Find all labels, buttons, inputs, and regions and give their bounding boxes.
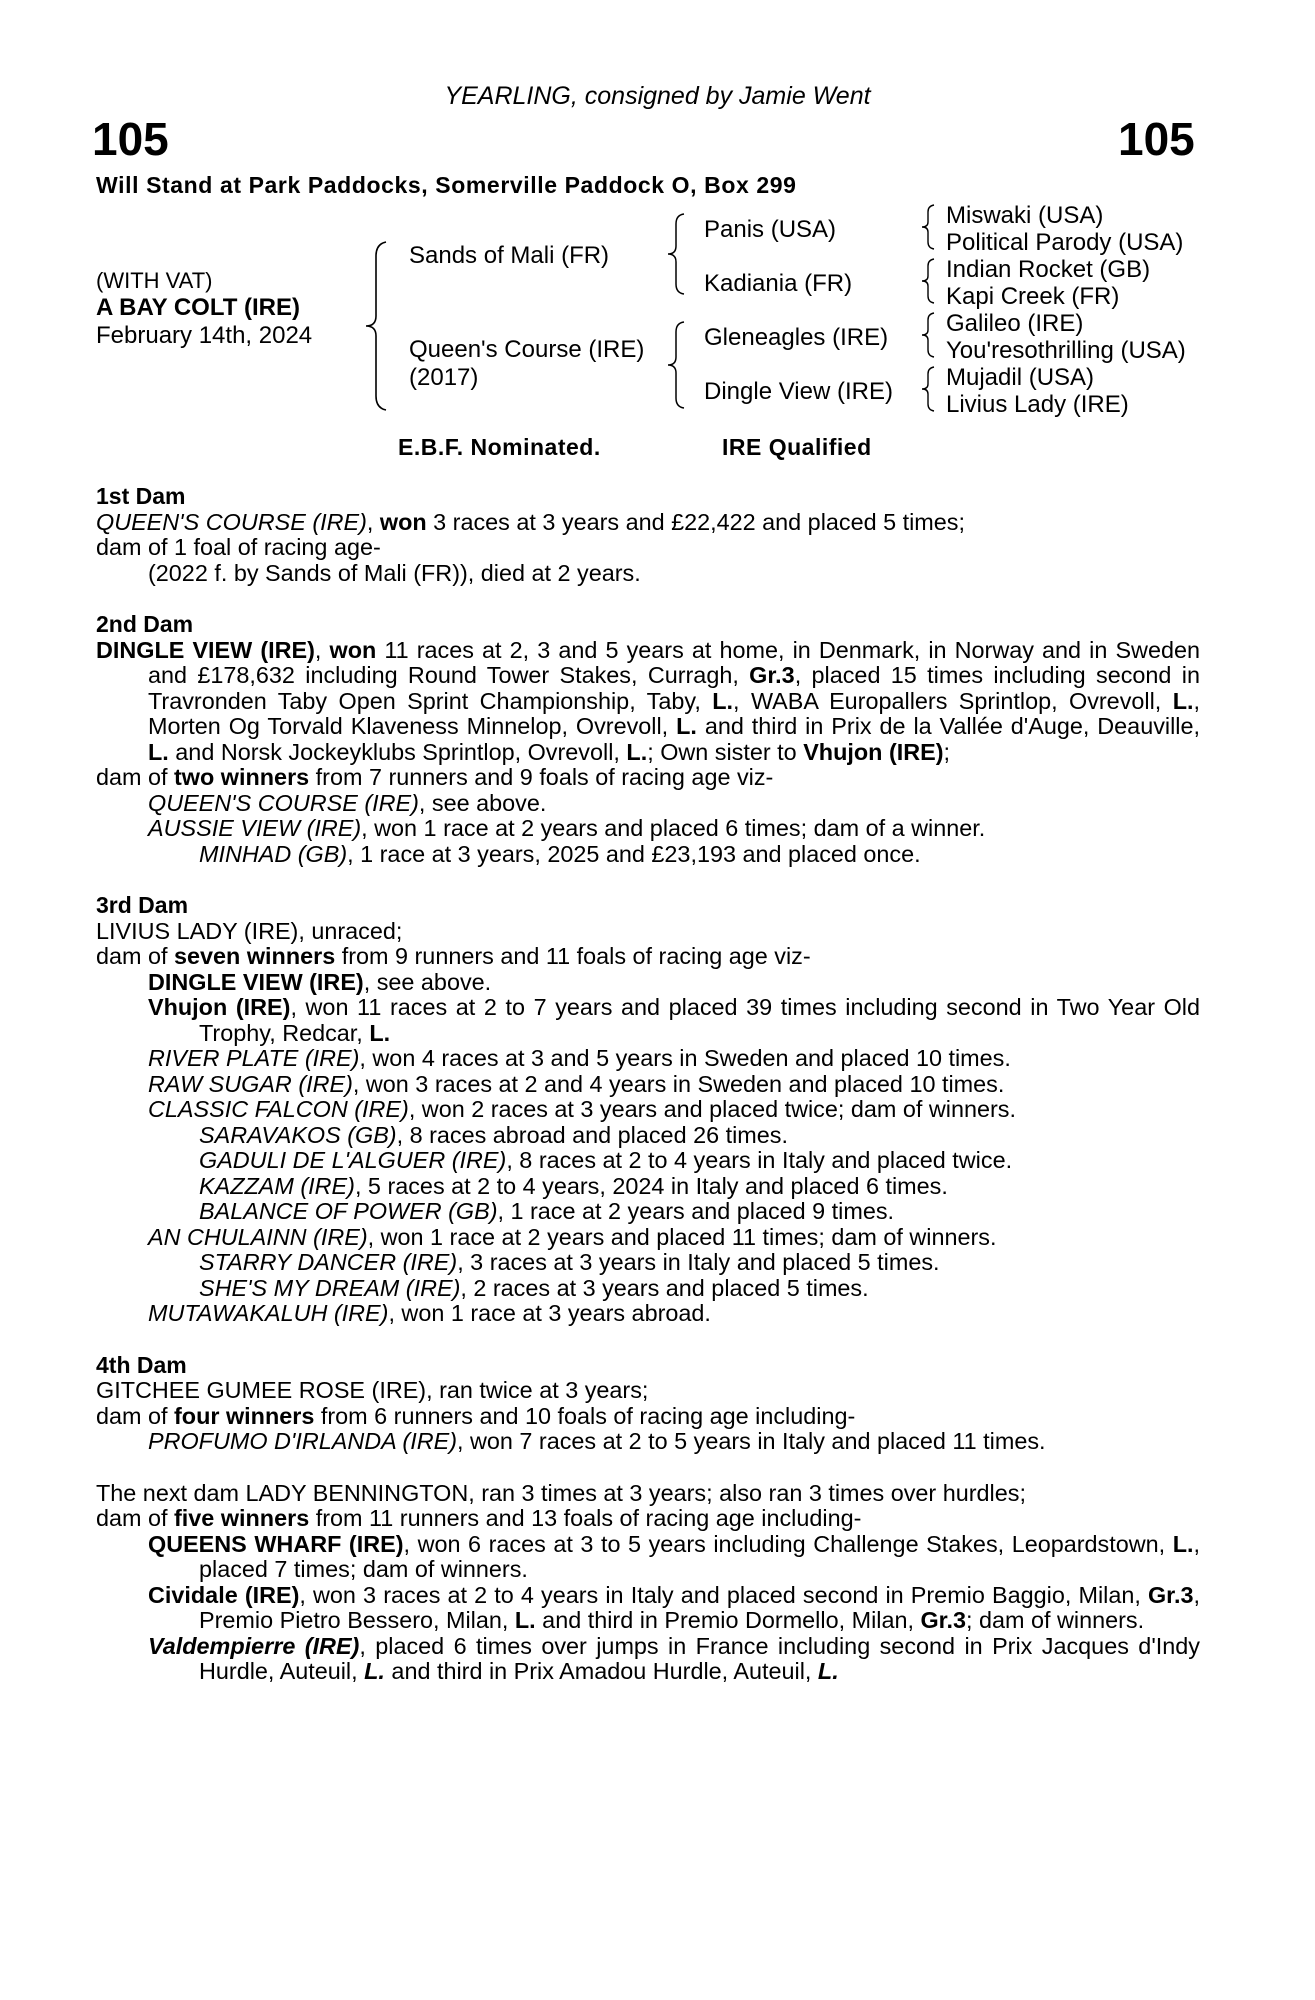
third-dam-line: LIVIUS LADY (IRE), unraced; <box>96 917 403 944</box>
next-dam-line: The next dam LADY BENNINGTON, ran 3 times at 3 years; also ran 3 times over hurdles; <box>96 1479 1026 1506</box>
text: , 2 races at 3 years and placed 5 times. <box>460 1274 869 1301</box>
listed: L. <box>1172 687 1194 714</box>
produce-name: DINGLE VIEW (IRE) <box>148 968 364 995</box>
text: from 6 runners and 10 foals of racing age including- <box>314 1402 856 1429</box>
sire-dam: Kadiania (FR) <box>704 270 853 297</box>
winners-count: four winners <box>174 1402 315 1429</box>
second-dam-produce-intro <box>96 765 1200 791</box>
catalogue-body <box>96 484 1200 1685</box>
text: , won 3 races at 2 to 4 years in Italy and placed second in Premio Baggio, Milan, <box>299 1581 1148 1608</box>
produce-name: BALANCE OF POWER (GB) <box>199 1198 498 1224</box>
produce-name: QUEENS WHARF (IRE) <box>148 1530 404 1557</box>
text: , Morten Og Torvald Klaveness Minnelop, Ovrevoll, <box>148 687 1200 739</box>
winners-count: seven winners <box>174 943 336 969</box>
produce-line <box>96 1225 1200 1251</box>
ebf-nominated: E.B.F. Nominated. <box>398 434 601 460</box>
text: and third in Prix de la Vallée d'Auge, Deauville, <box>696 713 1200 739</box>
first-dam-produce: (2022 f. by Sands of Mali (FR)), died at 2 years. <box>148 559 641 586</box>
listed: L. <box>676 713 697 739</box>
ire-qualified: IRE Qualified <box>722 434 872 460</box>
grade: Gr.3 <box>749 662 795 688</box>
first-dam-heading: 1st Dam <box>96 483 186 509</box>
third-dam-heading: 3rd Dam <box>96 892 189 918</box>
produce-name: RAW SUGAR (IRE) <box>148 1070 353 1097</box>
text: , 8 races at 2 to 4 years in Italy and placed twice. <box>506 1147 1013 1173</box>
text: , won 7 races at 2 to 5 years in Italy and placed 11 times. <box>457 1428 1046 1454</box>
lot-number-right: 105 <box>1118 113 1195 165</box>
produce-line <box>96 816 1200 842</box>
text: , see above. <box>363 968 492 995</box>
text: , placed 7 times; dam of winners. <box>199 1530 1200 1582</box>
winners-count: five winners <box>174 1505 310 1531</box>
produce-line <box>96 1532 1200 1583</box>
listed: L. <box>626 738 648 765</box>
produce-name: PROFUMO D'IRLANDA (IRE) <box>148 1428 457 1454</box>
dam-name: QUEEN'S COURSE (IRE) <box>96 508 367 535</box>
text: , 3 races at 3 years in Italy and placed 5 times. <box>457 1249 940 1275</box>
listed: L. <box>712 687 734 714</box>
produce-name: SHE'S MY DREAM (IRE) <box>199 1274 461 1301</box>
produce-line <box>96 1429 1200 1455</box>
text: , won 11 races at 2 to 7 years and placed 39 times including second in Two Year Old Trophy, Redcar, <box>199 994 1200 1046</box>
gen3-4: Kapi Creek (FR) <box>946 283 1120 310</box>
produce-name: Vhujon (IRE) <box>148 994 291 1020</box>
pedigree-brace-g3 <box>918 311 940 359</box>
next-dam-produce-intro <box>96 1506 1200 1532</box>
fourth-dam-line: GITCHEE GUMEE ROSE (IRE), ran twice at 3 years; <box>96 1377 649 1403</box>
pedigree-brace-dam <box>664 320 690 410</box>
produce-line <box>96 970 1200 996</box>
text: , 5 races at 2 to 4 years, 2024 in Italy and placed 6 times. <box>354 1172 948 1199</box>
dam-dam: Dingle View (IRE) <box>704 378 893 405</box>
won: won <box>329 636 377 663</box>
produce-name: KAZZAM (IRE) <box>199 1172 355 1199</box>
text: and Norsk Jockeyklubs Sprintlop, Ovrevoll, <box>168 738 627 765</box>
text: , Premio Pietro Bessero, Milan, <box>199 1581 1200 1633</box>
pedigree-brace-g2 <box>918 257 940 305</box>
dam-sire: Gleneagles (IRE) <box>704 324 889 351</box>
text: , 1 race at 3 years, 2025 and £23,193 and placed once. <box>347 840 921 867</box>
text: and third in Premio Dormello, Milan, <box>535 1607 921 1633</box>
pedigree-brace-main <box>362 240 392 412</box>
text: dam of <box>96 943 175 969</box>
text: , won 3 races at 2 and 4 years in Sweden and placed 10 times. <box>352 1070 1005 1097</box>
text: 3 races at 3 years and £22,422 and placed 5 times; <box>426 508 965 535</box>
text: , won 1 race at 2 years and placed 6 times; dam of a winner. <box>361 815 986 841</box>
gen3-7: Mujadil (USA) <box>946 364 1095 391</box>
pedigree-brace-g1 <box>918 203 940 251</box>
produce-name: AN CHULAINN (IRE) <box>148 1223 368 1250</box>
won: won <box>379 508 427 535</box>
fourth-dam-heading: 4th Dam <box>96 1351 187 1378</box>
sister-name: Vhujon (IRE) <box>803 738 944 765</box>
produce-line <box>96 1123 1200 1149</box>
text: , won 2 races at 3 years and placed twice; dam of winners. <box>408 1096 1016 1122</box>
text: , won 1 race at 3 years abroad. <box>388 1300 711 1326</box>
first-dam-produce-intro: dam of 1 foal of racing age- <box>96 534 381 560</box>
dam-year: (2017) <box>409 364 479 391</box>
gen3-6: You'resothrilling (USA) <box>946 337 1186 364</box>
produce-line <box>96 842 1200 868</box>
produce-line <box>96 1046 1200 1072</box>
listed: L. <box>364 1658 385 1684</box>
produce-line <box>96 1250 1200 1276</box>
listed: L. <box>1172 1530 1194 1557</box>
text: , 8 races abroad and placed 26 times. <box>396 1121 788 1148</box>
produce-name: Valdempierre (IRE) <box>148 1632 360 1659</box>
text: dam of <box>96 1402 175 1429</box>
gen3-8: Livius Lady (IRE) <box>946 391 1129 418</box>
gen3-2: Political Parody (USA) <box>946 229 1184 256</box>
listed: L. <box>514 1607 536 1633</box>
foaling-date: February 14th, 2024 <box>96 322 313 349</box>
text: , WABA Europallers Sprintlop, Ovrevoll, <box>733 687 1173 714</box>
produce-line <box>96 1097 1200 1123</box>
pedigree-brace-sire <box>664 212 690 296</box>
sep: , <box>366 508 380 535</box>
text: from 9 runners and 11 foals of racing age viz- <box>335 943 811 969</box>
dam: Queen's Course (IRE) <box>409 336 645 363</box>
produce-line <box>96 1072 1200 1098</box>
sep: , <box>314 636 330 663</box>
produce-line <box>96 791 1200 817</box>
text: , won 1 race at 2 years and placed 11 times; dam of winners. <box>367 1223 997 1250</box>
text: ; dam of winners. <box>966 1607 1145 1633</box>
pedigree-brace-g4 <box>918 365 940 413</box>
stabling-line: Will Stand at Park Paddocks, Somerville Paddock O, Box 299 <box>96 172 797 198</box>
text: and third in Prix Amadou Hurdle, Auteuil, <box>384 1658 818 1684</box>
produce-name: GADULI DE L'ALGUER (IRE) <box>199 1147 507 1173</box>
grade: Gr.3 <box>920 1607 966 1633</box>
vat-note: (WITH VAT) <box>96 268 213 293</box>
text: from 7 runners and 9 foals of racing age viz- <box>309 764 774 790</box>
produce-line <box>96 1148 1200 1174</box>
produce-name: RIVER PLATE (IRE) <box>148 1045 360 1071</box>
sire-sire: Panis (USA) <box>704 216 837 243</box>
produce-name: MUTAWAKALUH (IRE) <box>148 1300 389 1326</box>
produce-name: SARAVAKOS (GB) <box>199 1121 397 1148</box>
produce-line <box>96 1174 1200 1200</box>
horse-name: A BAY COLT (IRE) <box>96 294 301 321</box>
text: , placed 15 times including second in Travronden Taby Open Sprint Championship, Taby, <box>148 662 1200 714</box>
produce-line <box>96 1301 1200 1327</box>
first-dam-line <box>96 510 1200 536</box>
text: from 11 runners and 13 foals of racing age including- <box>309 1505 862 1531</box>
text: ; <box>943 738 951 765</box>
text: , see above. <box>418 789 547 816</box>
text: 11 races at 2, 3 and 5 years at home, in Denmark, in Norway and in Sweden and £178,632 including Round Tower Stakes, Curragh, <box>148 636 1200 688</box>
produce-line <box>96 1276 1200 1302</box>
gen3-3: Indian Rocket (GB) <box>946 256 1151 283</box>
produce-name: Cividale (IRE) <box>148 1581 300 1608</box>
dam-name: DINGLE VIEW (IRE) <box>96 636 315 663</box>
second-dam-heading: 2nd Dam <box>96 611 194 637</box>
produce-name: STARRY DANCER (IRE) <box>199 1249 458 1275</box>
second-dam-record <box>96 638 1200 766</box>
produce-line <box>96 1583 1200 1634</box>
produce-name: AUSSIE VIEW (IRE) <box>148 815 362 841</box>
listed: L. <box>817 1658 839 1684</box>
text: , 1 race at 2 years and placed 9 times. <box>497 1198 895 1224</box>
gen3-1: Miswaki (USA) <box>946 202 1104 229</box>
text: , won 6 races at 3 to 5 years including Challenge Stakes, Leopardstown, <box>403 1530 1173 1557</box>
produce-name: CLASSIC FALCON (IRE) <box>148 1096 409 1122</box>
text: , won 4 races at 3 and 5 years in Sweden and placed 10 times. <box>359 1045 1011 1071</box>
text: dam of <box>96 764 175 790</box>
produce-line <box>96 1199 1200 1225</box>
produce-name: MINHAD (GB) <box>199 840 348 867</box>
fourth-dam-produce-intro <box>96 1404 1200 1430</box>
lot-number-left: 105 <box>92 113 169 165</box>
grade: Gr.3 <box>1147 1581 1194 1608</box>
listed: L. <box>369 1019 391 1046</box>
text: ; Own sister to <box>647 738 804 765</box>
gen3-5: Galileo (IRE) <box>946 310 1084 337</box>
text: dam of <box>96 1505 175 1531</box>
text: , placed 6 times over jumps in France including second in Prix Jacques d'Indy Hurdle, Auteuil, <box>199 1632 1200 1684</box>
listed: L. <box>148 738 169 765</box>
consignor-line: YEARLING, consigned by Jamie Went <box>444 82 871 110</box>
winners-count: two winners <box>174 764 310 790</box>
sire: Sands of Mali (FR) <box>409 242 610 269</box>
produce-line <box>96 1634 1200 1685</box>
produce-name: QUEEN'S COURSE (IRE) <box>148 789 419 816</box>
produce-line <box>96 995 1200 1046</box>
third-dam-produce-intro <box>96 944 1200 970</box>
